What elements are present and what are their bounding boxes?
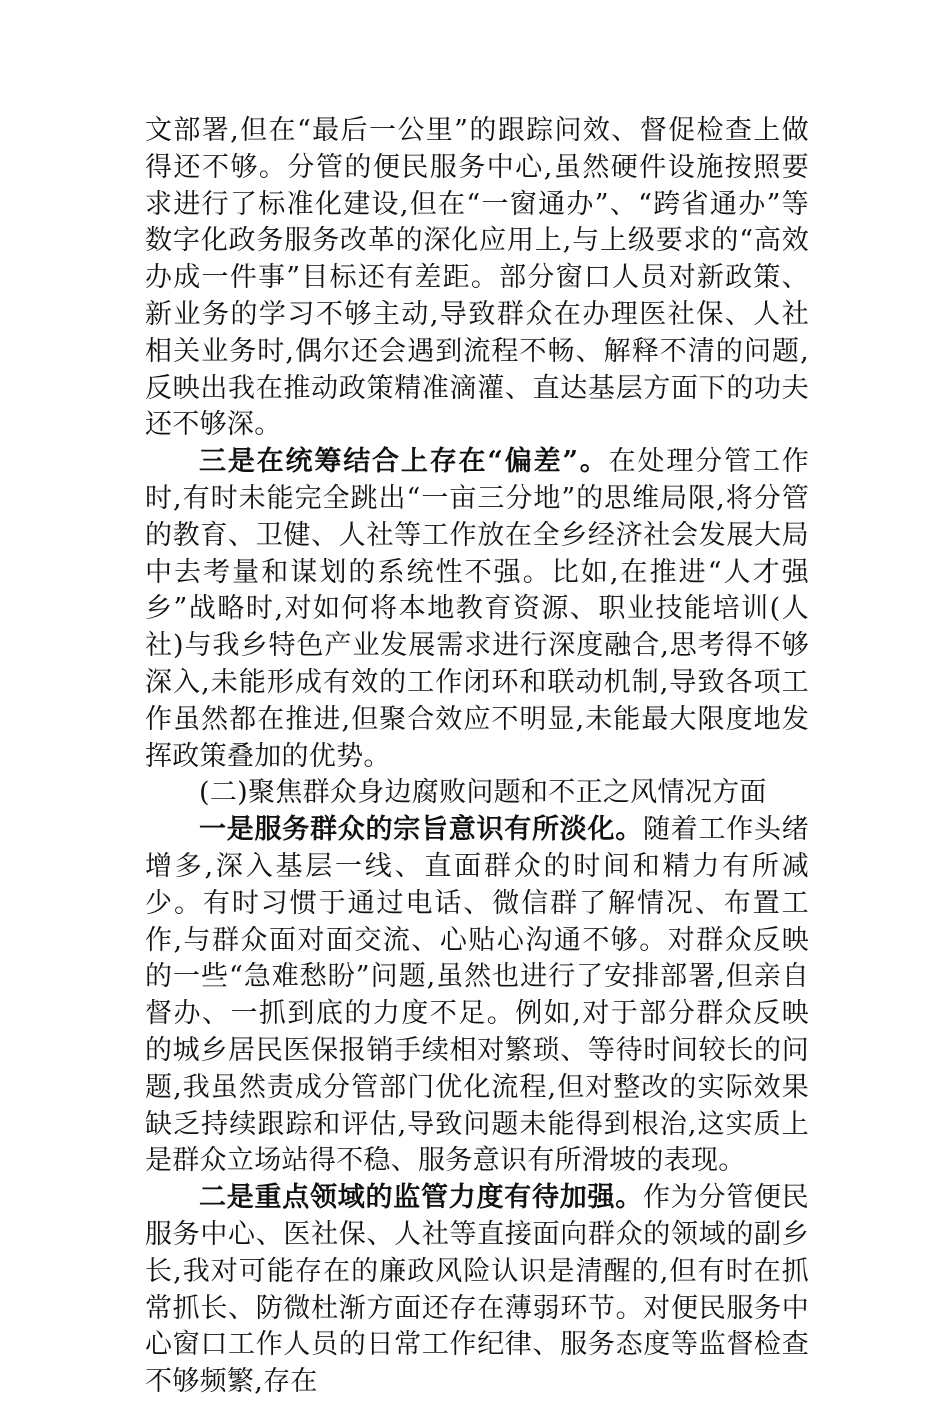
section-heading <box>145 775 809 812</box>
paragraph-text: 作为分管便民服务中心、医社保、人社等直接面向群众的领域的副乡长,我对可能存在的廉政风险认识是清醒的,但有时在抓常抓长、防微杜渐方面还存在薄弱环节。对便民服务中心窗口工作人员的日常工作纪律、服务态度等监督检查不够频繁,存在 <box>145 1182 809 1398</box>
paragraph-overall-planning <box>145 444 809 775</box>
paragraph-text: 随着工作头绪增多,深入基层一线、直面群众的时间和精力有所减少。有时习惯于通过电话、微信群了解情况、布置工作,与群众面对面交流、心贴心沟通不够。对群众反映的一些“急难愁盼”问题,虽然也进行了安排部署,但亲自督办、一抓到底的力度不足。例如,对于部分群众反映的城乡居民医保报销手续相对繁琐、等待时间较长的问题,我虽然责成分管部门优化流程,但对整改的实际效果缺乏持续跟踪和评估,导致问题未能得到根治,这实质上是群众立场站得不稳、服务意识有所滑坡的表现。 <box>145 814 809 1177</box>
paragraph-continuation <box>145 113 809 444</box>
paragraph-lead-heading: 一是服务群众的宗旨意识有所淡化。 <box>199 814 643 846</box>
paragraph-service-awareness <box>145 812 809 1180</box>
paragraph-supervision <box>145 1180 809 1401</box>
paragraph-text: 在处理分管工作时,有时未能完全跳出“一亩三分地”的思维局限,将分管的教育、卫健、人社等工作放在全乡经济社会发展大局中去考量和谋划的系统性不强。比如,在推进“人才强乡”战略时,对如何将本地教育资源、职业技能培训(人社)与我乡特色产业发展需求进行深度融合,思考得不够深入,未能形成有效的工作闭环和联动机制,导致各项工作虽然都在推进,但聚合效应不明显,未能最大限度地发挥政策叠加的优势。 <box>145 446 809 772</box>
section-heading-text: (二)聚焦群众身边腐败问题和不正之风情况方面 <box>199 777 767 809</box>
paragraph-lead-heading: 二是重点领域的监管力度有待加强。 <box>199 1182 643 1214</box>
document-page <box>145 113 809 1401</box>
paragraph-text: 文部署,但在“最后一公里”的跟踪问效、督促检查上做得还不够。分管的便民服务中心,虽然硬件设施按照要求进行了标准化建设,但在“一窗通办”、“跨省通办”等数字化政务服务改革的深化应用上,与上级要求的“高效办成一件事”目标还有差距。部分窗口人员对新政策、新业务的学习不够主动,导致群众在办理医社保、人社相关业务时,偶尔还会遇到流程不畅、解释不清的问题,反映出我在推动政策精准滴灌、直达基层方面下的功夫还不够深。 <box>145 115 809 441</box>
paragraph-lead-heading: 三是在统筹结合上存在“偏差”。 <box>199 446 609 478</box>
